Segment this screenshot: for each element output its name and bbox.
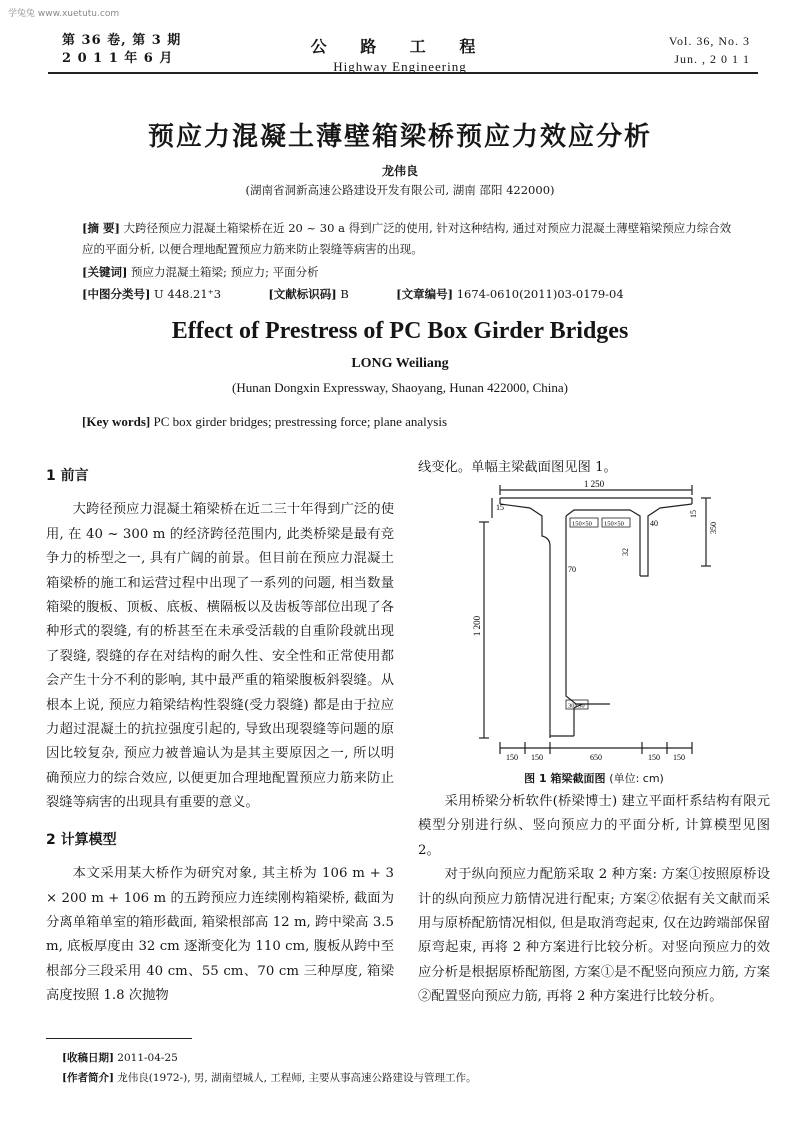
article-no-value: 1674-0610(2011)03-0179-04 — [456, 287, 624, 301]
box-girder-section-figure — [470, 476, 720, 768]
english-author: LONG Weiliang — [351, 356, 449, 371]
bottom-dim-2: 150 — [531, 753, 543, 762]
keywords-label: [关键词] — [82, 265, 128, 279]
english-title: Effect of Prestress of PC Box Girder Bridges — [171, 318, 629, 344]
dim-label-32: 32 — [621, 548, 630, 556]
dim-label-70: 70 — [568, 565, 576, 574]
keywords — [82, 264, 732, 280]
footnote-rule — [46, 1038, 192, 1039]
dim-label-15-right: 15 — [689, 510, 698, 518]
left-web-outer — [542, 528, 550, 736]
intro-paragraph: 大跨径预应力混凝土箱梁桥在近二三十年得到广泛的使用, 在 40 ~ 300 m 的经济跨径范围内, 此类桥梁是最有竞争力的桥型之一, 具有广阔的前景。但目前在预应力混凝土箱梁桥的施工和运营过程中出现了一系列的问题, 相当数量箱梁的腹板、顶板、底板、横隔板以及齿板等部位出现了各种形式的裂缝, 有的桥甚至在未承受活载的自重阶段就出现了裂缝, 裂缝的存在对结构的耐久性、安全性和正常使用都会产生十分不利的影响, 其中最严重的箱梁腹板斜裂缝。从根本上说, 预应力箱梁结构性裂缝(受力裂缝) 都是由于拉应力超过混凝土的抗拉强度引起的, 导致出现裂缝等问题的原因比较复杂, 预应力被普遍认为是其主要原因之一, 所以明确预应力的综合效应, 以便更加合理地配置预应力筋来防止裂缝等病害的出现具有重要的意义。 — [46, 502, 394, 811]
right-paragraph-2: 对于纵向预应力配筋采取 2 种方案: 方案①按照原桥设计的纵向预应力筋情况进行配束; 方案②依据有关文献而采用与原桥配筋情况相似, 但是取消弯起束, 仅在边跨端部保留原弯起束, 再将 2 种方案进行比较分析。对竖向预应力的效应分析是根据原桥配筋图, 方案①是不配竖向预应力筋, 方案②配置竖向预应力筋, 再将 2 种方案进行比较分析。 — [418, 867, 770, 1005]
english-affiliation: (Hunan Dongxin Expressway, Shaoyang, Hunan 422000, China) — [231, 380, 569, 395]
right-column — [418, 790, 770, 1010]
classification-line — [82, 286, 732, 302]
clc-label: [中图分类号] — [82, 287, 151, 301]
dim-label-top: 1 250 — [583, 479, 605, 489]
watermark: 学兔兔 www.xuetutu.com — [8, 9, 120, 19]
dim-label-40: 40 — [650, 519, 658, 528]
bottom-dim-5: 150 — [673, 753, 685, 762]
english-keywords — [82, 414, 447, 430]
figure-caption — [418, 770, 770, 786]
received-date — [62, 1050, 178, 1065]
english-keywords-label: [Key words] — [82, 414, 151, 429]
doc-code-value: B — [340, 287, 349, 301]
left-cantilever — [500, 504, 542, 528]
bottom-dim-1: 150 — [506, 753, 518, 762]
dim-label-height: 1 200 — [472, 615, 482, 637]
vol-number: Vol. 36, No. 3 — [668, 34, 750, 48]
issue-date: 2 0 1 1 年 6 月 — [62, 51, 174, 66]
clc-value: U 448.21⁺3 — [154, 287, 222, 301]
bottom-dim-3: 650 — [590, 753, 602, 762]
dim-label-15-left: 15 — [496, 503, 504, 512]
model-paragraph: 本文采用某大桥作为研究对象, 其主桥为 106 m + 3 × 200 m + 106 m 的五跨预应力连续刚构箱梁桥, 截面为分离单箱单室的箱形截面, 箱梁根部高 12 m, 跨中梁高 3.5 m, 底板厚度由 32 cm 逐渐变化为 110 cm, 腹板从跨中至根部分三段采用 40 cm、55 cm、70 cm 三种厚度, 箱梁高度按照 1.8 次抛物 — [46, 866, 394, 1004]
abstract-text: 大跨径预应力混凝土箱梁桥在近 20 ~ 30 a 得到广泛的使用, 针对这种结构, 通过对预应力混凝土薄壁箱梁预应力综合效应的平面分析, 以便合理地配置预应力筋来防止裂缝等病害的出现。 — [82, 221, 732, 256]
article-no-label: [文章编号] — [396, 287, 454, 301]
author-bio — [62, 1070, 476, 1085]
bio-label: [作者简介] — [62, 1072, 114, 1084]
bottom-dim-4: 150 — [648, 753, 660, 762]
inner-left-wall — [566, 516, 582, 704]
abstract-label: [摘 要] — [82, 221, 120, 235]
vol-date: Jun. , 2 0 1 1 — [674, 52, 750, 66]
received-label: [收稿日期] — [62, 1052, 114, 1064]
received-value: 2011-04-25 — [117, 1052, 178, 1064]
journal-name-cn: 公 路 工 程 — [310, 37, 490, 56]
author-name: 龙伟良 — [381, 164, 418, 178]
doc-code-label: [文献标识码] — [268, 287, 337, 301]
right-paragraph-1: 采用桥梁分析软件(桥梁博士) 建立平面杆系结构有限元模型分别进行纵、竖向预应力的平面分析, 计算模型见图 2。 — [418, 794, 770, 858]
left-column — [46, 464, 394, 1009]
paper-title: 预应力混凝土薄壁箱梁桥预应力效应分析 — [147, 122, 652, 152]
dim-label-350: 350 — [709, 522, 718, 534]
journal-vol-en — [662, 32, 750, 68]
english-keywords-text: PC box girder bridges; prestressing force; plane analysis — [153, 414, 448, 429]
figure-caption-unit: (单位: cm) — [609, 772, 664, 785]
haunch-label-c: 30×30 — [568, 702, 585, 710]
volume-issue: 第 36 卷, 第 3 期 — [62, 33, 182, 48]
figure-caption-text: 图 1 箱梁截面图 — [524, 772, 606, 785]
abstract — [82, 218, 732, 260]
author-affiliation: (湖南省洞新高速公路建设开发有限公司, 湖南 邵阳 422000) — [245, 183, 555, 197]
right-web-stub — [640, 528, 648, 576]
header-rule — [48, 72, 758, 74]
bio-text: 龙伟良(1972-), 男, 湖南望城人, 工程师, 主要从事高速公路建设与管理工作。 — [117, 1072, 477, 1084]
keywords-text: 预应力混凝土箱梁; 预应力; 平面分析 — [131, 265, 319, 279]
right-column-continuation: 线变化。单幅主梁截面图见图 1。 — [418, 460, 617, 475]
section-heading-intro: 1 前言 — [46, 468, 89, 484]
haunch-label-b: 150×50 — [604, 520, 624, 528]
section-heading-model: 2 计算模型 — [46, 831, 117, 848]
journal-name-en: Highway Engineering — [333, 59, 467, 74]
haunch-label-a: 150×50 — [572, 520, 592, 528]
